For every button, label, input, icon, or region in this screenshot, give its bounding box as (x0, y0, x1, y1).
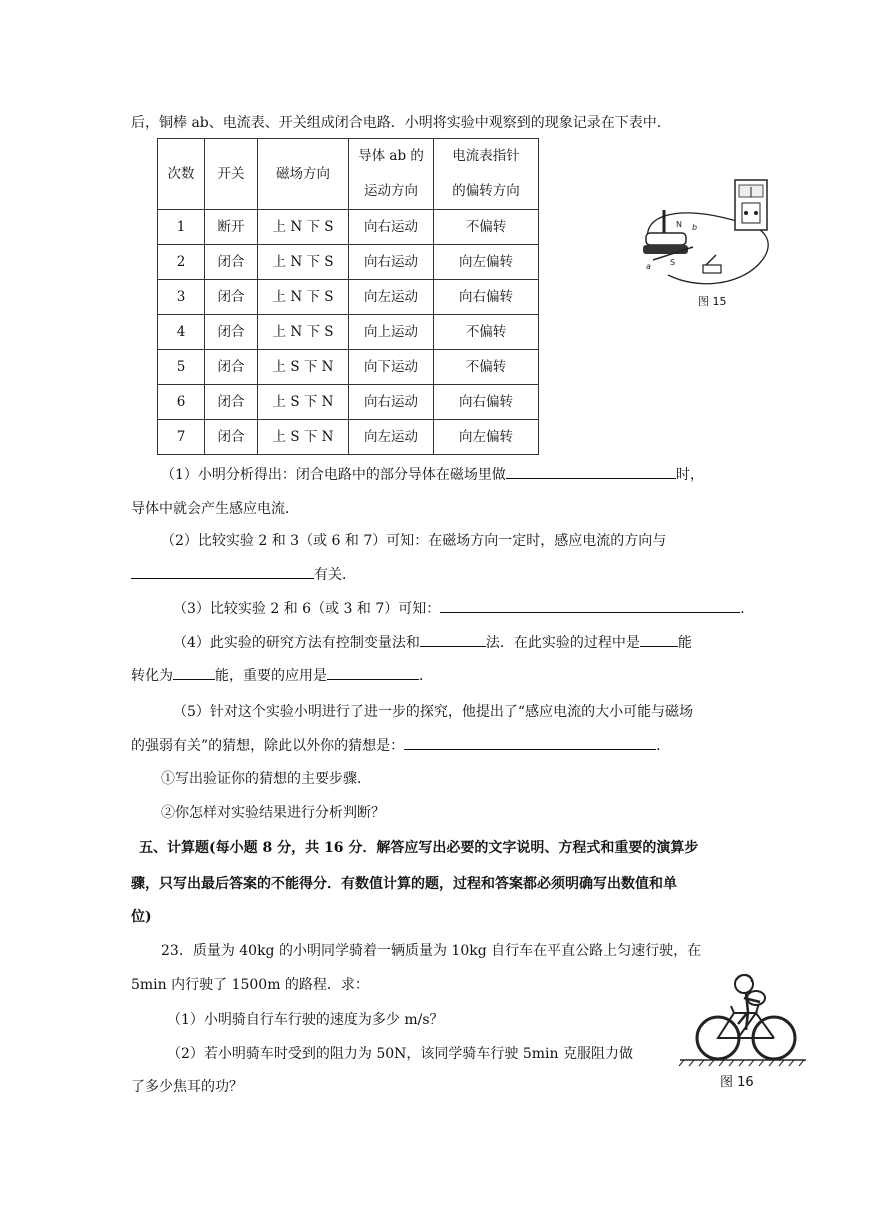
table-row: 6 闭合 上 S 下 N 向右运动 向右偏转 (158, 385, 539, 420)
answer-blank[interactable] (420, 632, 486, 647)
answer-blank[interactable] (506, 464, 676, 479)
answer-blank[interactable] (173, 665, 215, 680)
answer-blank[interactable] (640, 632, 678, 647)
question-5-sub-2: ②你怎样对实验结果进行分析判断？ (161, 805, 385, 821)
col-header-count: 次数 (158, 139, 205, 210)
answer-blank[interactable] (404, 735, 656, 750)
question-23-sub-1: （1）小明骑自行车行驶的速度为多少 m/s？ (167, 1012, 444, 1028)
section-5-heading-line-3: 位) (131, 909, 152, 925)
answer-blank[interactable] (327, 665, 419, 680)
table-row: 1 断开 上 N 下 S 向右运动 不偏转 (158, 210, 539, 245)
question-5-sub-1: ①写出验证你的猜想的主要步骤． (161, 771, 371, 787)
section-5-heading-line-2: 骤，只写出最后答案的不能得分．有数值计算的题，过程和答案都必须明确写出数值和单 (131, 876, 677, 892)
col-header-field-direction: 磁场方向 (258, 139, 349, 210)
question-2: （2）比较实验 2 和 3（或 6 和 7）可知：在磁场方向一定时，感应电流的方向与 (161, 533, 667, 549)
label-a: a (646, 262, 651, 271)
question-23-sub-2: （2）若小明骑车时受到的阻力为 50N，该同学骑车行驶 5min 克服阻力做 (167, 1046, 633, 1062)
question-4-cont: 转化为 能，重要的应用是 ． (131, 665, 433, 685)
question-2-cont: 有关． (131, 564, 356, 584)
question-1-cont: 导体中就会产生感应电流． (131, 501, 299, 517)
intro-text: 后，铜棒 ab、电流表、开关组成闭合电路．小明将实验中观察到的现象记录在下表中． (131, 115, 671, 131)
question-5-cont: 的强弱有关”的猜想，除此以外你的猜想是： ． (131, 735, 670, 755)
question-23-line-2: 5min 内行驶了 1500m 的路程．求： (131, 977, 369, 993)
question-23-line-1: 23．质量为 40kg 的小明同学骑着一辆质量为 10kg 自行车在平直公路上匀速行驶，在 (161, 943, 702, 959)
table-row: 7 闭合 上 S 下 N 向左运动 向左偏转 (158, 420, 539, 455)
label-b: b (692, 223, 698, 232)
question-5: （5）针对这个实验小明进行了进一步的探究，他提出了“感应电流的大小可能与磁场 (173, 704, 694, 720)
section-5-heading-line-1: 五、计算题(每小题 8 分，共 16 分．解答应写出必要的文字说明、方程式和重要的演算步 (139, 840, 699, 856)
figure-15-caption: 图 15 (698, 295, 727, 308)
col-header-deflection: 电流表指针 的偏转方向 (434, 139, 539, 210)
question-3: （3）比较实验 2 和 6（或 3 和 7）可知： ． (173, 598, 754, 618)
col-header-switch: 开关 (205, 139, 258, 210)
figure-16-cyclist (676, 968, 816, 1098)
table-header-row (158, 139, 539, 210)
figure-16-caption: 图 16 (720, 1075, 754, 1090)
label-s: S (670, 258, 676, 267)
question-1: （1）小明分析得出：闭合电路中的部分导体在磁场里做 时， (161, 464, 704, 484)
question-4: （4）此实验的研究方法有控制变量法和 法．在此实验的过程中是 能 (173, 632, 692, 652)
answer-blank[interactable] (131, 564, 314, 579)
figure-15-apparatus (638, 175, 778, 315)
question-23-sub-3: 了多少焦耳的功？ (131, 1079, 243, 1095)
experiment-table (157, 138, 539, 455)
table-row: 2 闭合 上 N 下 S 向右运动 向左偏转 (158, 245, 539, 280)
label-n: N (676, 220, 682, 229)
table-row: 5 闭合 上 S 下 N 向下运动 不偏转 (158, 350, 539, 385)
answer-blank[interactable] (440, 598, 740, 613)
table-row: 3 闭合 上 N 下 S 向左运动 向右偏转 (158, 280, 539, 315)
table-row: 4 闭合 上 N 下 S 向上运动 不偏转 (158, 315, 539, 350)
col-header-motion-direction: 导体 ab 的 运动方向 (349, 139, 434, 210)
